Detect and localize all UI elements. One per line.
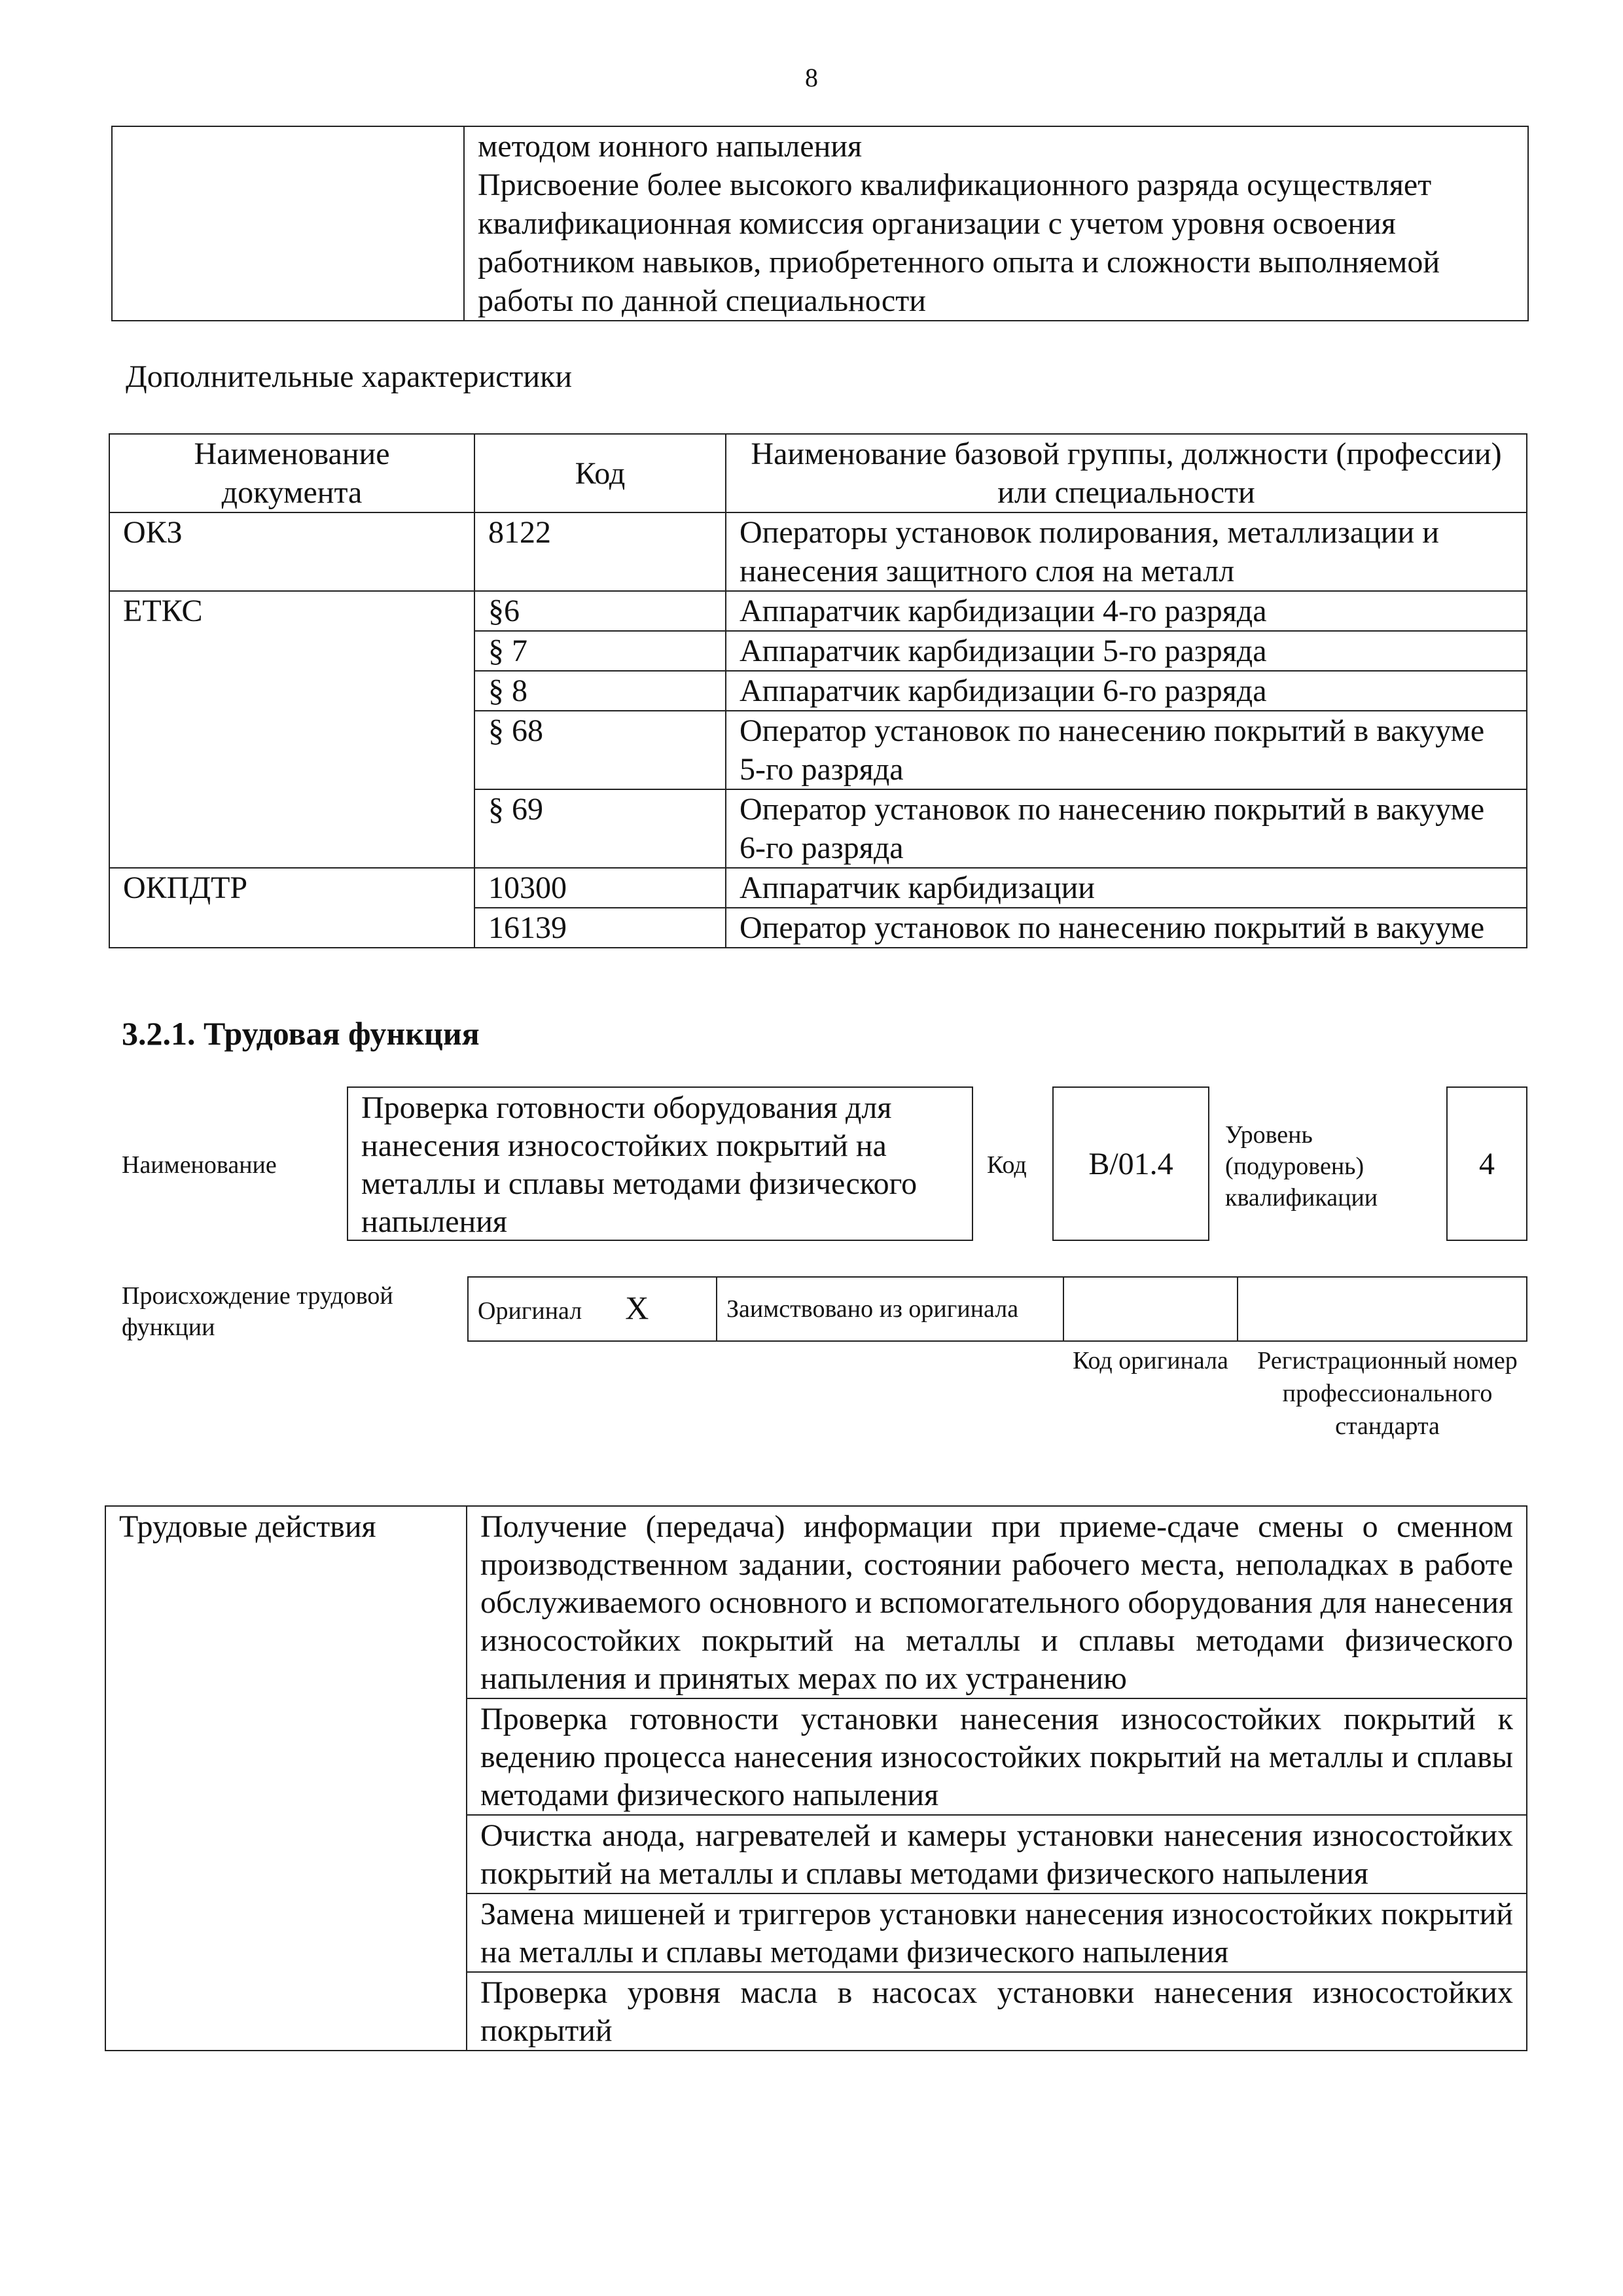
origin-borrowed-cell: Заимствовано из оригинала xyxy=(717,1277,1063,1341)
additional-table xyxy=(109,433,1527,948)
code-cell: 16139 xyxy=(474,908,726,948)
table-row xyxy=(109,512,1527,591)
table-cell: методом ионного напыления Присвоение более высокого квалификационного разряда осуществляет квалификационная комиссия организации с учетом уровня освоения работником навыков, приобретенного опыта и сложности выполняемой работы по данной специальности xyxy=(464,126,1528,321)
name-label: Наименование xyxy=(122,1151,277,1179)
header-code: Код xyxy=(474,434,726,512)
name-cell: Аппаратчик карбидизации 4-го разряда xyxy=(726,591,1527,631)
table-row xyxy=(105,1506,1527,1698)
origin-original-label: Оригинал xyxy=(478,1297,582,1325)
level-box: 4 xyxy=(1446,1086,1527,1241)
name-cell: Оператор установок по нанесению покрытий в вакууме 6-го разряда xyxy=(726,789,1527,868)
code-cell: 10300 xyxy=(474,868,726,908)
note-code-original: Код оригинала xyxy=(1073,1347,1228,1374)
actions-label: Трудовые действия xyxy=(105,1506,467,2051)
name-cell: Аппаратчик карбидизации xyxy=(726,868,1527,908)
table-header-row xyxy=(109,434,1527,512)
page-number: 8 xyxy=(805,63,818,92)
action-item: Проверка уровня масла в насосах установки нанесения износостойких покрытий xyxy=(467,1972,1527,2051)
name-cell: Аппаратчик карбидизации 5-го разряда xyxy=(726,631,1527,671)
level-label: Уровень (подуровень) квалификации xyxy=(1225,1121,1378,1211)
code-cell: § 68 xyxy=(474,711,726,789)
doc-cell: ЕТКС xyxy=(109,591,474,868)
section-title: 3.2.1. Трудовая функция xyxy=(122,1015,480,1052)
code-cell: § 7 xyxy=(474,631,726,671)
action-item: Проверка готовности установки нанесения износостойких покрытий к ведению процесса нанесения износостойких покрытий на металлы и сплавы методами физического напыления xyxy=(467,1698,1527,1815)
code-cell: § 69 xyxy=(474,789,726,868)
origin-reg-cell xyxy=(1238,1277,1527,1341)
name-cell: Аппаратчик карбидизации 6-го разряда xyxy=(726,671,1527,711)
table-row xyxy=(112,126,1528,321)
table-row xyxy=(109,868,1527,908)
actions-table xyxy=(105,1505,1527,2051)
action-item: Получение (передача) информации при приеме-сдаче смены о сменном производственном задании, состоянии рабочего места, неполадках в работе обслуживаемого основного и вспомогательного оборудования для нанесения износостойких покрытий на металлы и сплавы методами физического напыления и принятых мерах по их устранению xyxy=(467,1506,1527,1698)
action-item: Замена мишеней и триггеров установки нанесения износостойких покрытий на металлы и сплавы методами физического напыления xyxy=(467,1893,1527,1972)
action-item: Очистка анода, нагревателей и камеры установки нанесения износостойких покрытий на металлы и сплавы методами физического напыления xyxy=(467,1815,1527,1893)
table-cell xyxy=(112,126,464,321)
origin-mark: X xyxy=(625,1289,649,1326)
qualification-table xyxy=(111,126,1529,321)
origin-original-cell xyxy=(468,1277,717,1341)
code-label: Код xyxy=(987,1151,1027,1179)
note-reg-number: Регистрационный номер профессионального стандарта xyxy=(1257,1347,1518,1440)
code-cell: § 8 xyxy=(474,671,726,711)
table-row xyxy=(109,591,1527,631)
code-cell: §6 xyxy=(474,591,726,631)
origin-code-cell xyxy=(1063,1277,1238,1341)
name-cell: Оператор установок по нанесению покрытий в вакууме xyxy=(726,908,1527,948)
doc-cell: ОКЗ xyxy=(109,512,474,591)
origin-table xyxy=(467,1276,1527,1342)
doc-cell: ОКПДТР xyxy=(109,868,474,948)
function-name-box: Проверка готовности оборудования для нанесения износостойких покрытий на металлы и сплавы методами физического напыления xyxy=(347,1086,973,1241)
additional-heading: Дополнительные характеристики xyxy=(126,359,573,394)
header-name: Наименование базовой группы, должности (профессии) или специальности xyxy=(726,434,1527,512)
name-cell: Оператор установок по нанесению покрытий в вакууме 5-го разряда xyxy=(726,711,1527,789)
code-cell: 8122 xyxy=(474,512,726,591)
function-code-box: B/01.4 xyxy=(1052,1086,1209,1241)
table-row xyxy=(468,1277,1527,1341)
header-doc: Наименование документа xyxy=(109,434,474,512)
name-cell: Операторы установок полирования, металлизации и нанесения защитного слоя на металл xyxy=(726,512,1527,591)
origin-label: Происхождение трудовой функции xyxy=(122,1282,393,1341)
